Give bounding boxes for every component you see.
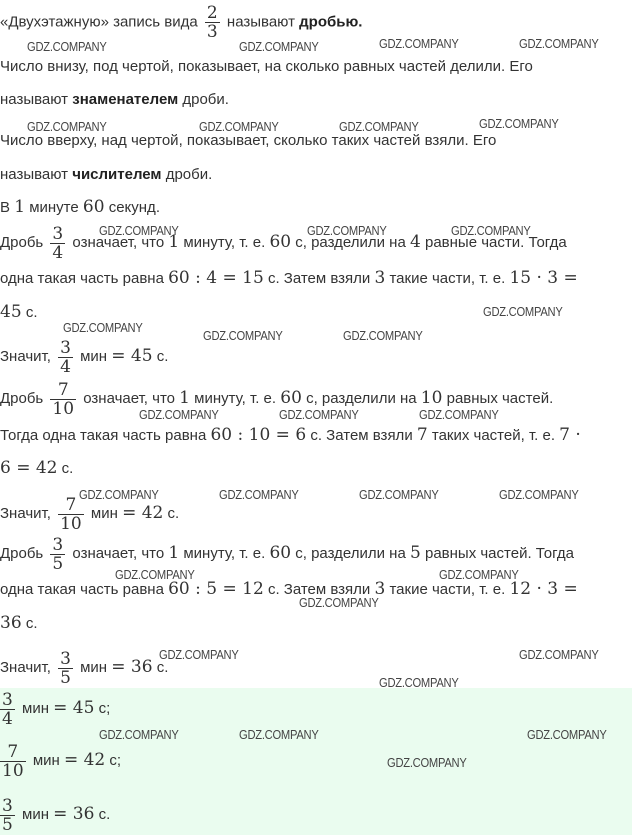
watermark: GDZ.COMPANY (99, 727, 179, 742)
watermark: GDZ.COMPANY (439, 567, 519, 582)
watermark: GDZ.COMPANY (519, 647, 599, 662)
calc-line-6: 36 с. (0, 613, 38, 633)
denominator-line-1: Число внизу, под чертой, показывает, на сколько равных частей делили. Его (0, 58, 533, 75)
term-denominator: знаменателем (72, 91, 179, 108)
watermark: GDZ.COMPANY (199, 119, 279, 134)
fraction-3-5: $\frac{3}{5}$ (2, 795, 13, 835)
calc-line-2: 45 с. (0, 302, 38, 322)
fraction-7-10-explanation: Дробь $\frac{7}{10}$ означает, что 1 минуту, т. е. 60 с, разделили на 10 равных частей. (0, 379, 554, 419)
fraction-3-4: $\frac{3}{4}$ (52, 223, 64, 263)
result-3-4: Значит, $\frac{3}{4}$ мин = 45 с. (0, 337, 169, 377)
watermark: GDZ.COMPANY (99, 223, 179, 238)
watermark: GDZ.COMPANY (343, 328, 423, 343)
watermark: GDZ.COMPANY (219, 487, 299, 502)
fraction-definition-line (0, 4, 362, 41)
watermark: GDZ.COMPANY (239, 727, 319, 742)
calc-line-5: одна такая часть равна 60 : 5 = 12 с. Затем взяли 3 такие части, т. е. 12 · 3 = (0, 579, 578, 599)
term-numerator: числителем (72, 166, 162, 183)
answer-7-10: $\frac{7}{10}$ мин = 42 с; (2, 741, 122, 781)
fraction-3-4: $\frac{3}{4}$ (2, 689, 13, 729)
term-fraction: дробью. (299, 13, 363, 31)
watermark: GDZ.COMPANY (203, 328, 283, 343)
watermark: GDZ.COMPANY (527, 727, 607, 742)
watermark: GDZ.COMPANY (27, 39, 107, 54)
watermark: GDZ.COMPANY (387, 755, 467, 770)
watermark: GDZ.COMPANY (379, 675, 459, 690)
watermark: GDZ.COMPANY (115, 567, 195, 582)
answer-3-4: $\frac{3}{4}$ мин = 45 с; (2, 689, 111, 729)
watermark: GDZ.COMPANY (307, 223, 387, 238)
fraction-3-5-explanation: Дробь $\frac{3}{5}$ означает, что 1 минуту, т. е. 60 с, разделили на 5 равных частей. Тогда (0, 534, 575, 574)
fraction-3-5: $\frac{3}{5}$ (60, 648, 71, 688)
answer-3-5: $\frac{3}{5}$ мин = 36 с. (2, 795, 111, 835)
watermark: GDZ.COMPANY (499, 487, 579, 502)
watermark: GDZ.COMPANY (519, 36, 599, 51)
watermark: GDZ.COMPANY (359, 487, 439, 502)
seconds-in-minute-line: В 1 минуте 60 секунд. (0, 197, 160, 217)
numerator-line-2: называют числителем дроби. (0, 166, 213, 183)
watermark: GDZ.COMPANY (63, 320, 143, 335)
calc-line-3: Тогда одна такая часть равна 60 : 10 = 6 с. Затем взяли 7 таких частей, т. е. 7 · (0, 425, 581, 445)
answer-box (0, 688, 632, 835)
denominator-line-2: называют знаменателем дроби. (0, 91, 229, 108)
fraction-7-10: $\frac{7}{10}$ (60, 494, 82, 534)
text: «Двухэтажную» запись вида (0, 13, 198, 31)
fraction-7-10: $\frac{7}{10}$ (2, 741, 24, 781)
watermark: GDZ.COMPANY (339, 119, 419, 134)
watermark: GDZ.COMPANY (419, 407, 499, 422)
watermark: GDZ.COMPANY (159, 647, 239, 662)
fraction-3-4-explanation: Дробь $\frac{3}{4}$ означает, что 1 минуту, т. е. 60 с, разделили на 4 равные части. Тогда (0, 223, 567, 263)
fraction-3-5: $\frac{3}{5}$ (52, 534, 64, 574)
result-7-10: Значит, $\frac{7}{10}$ мин = 42 с. (0, 494, 180, 534)
watermark: GDZ.COMPANY (239, 39, 319, 54)
fraction-3-4: $\frac{3}{4}$ (60, 337, 71, 377)
fraction-7-10: $\frac{7}{10}$ (52, 379, 75, 419)
text: называют (226, 13, 295, 31)
watermark: GDZ.COMPANY (79, 487, 159, 502)
watermark: GDZ.COMPANY (451, 223, 531, 238)
calc-line-1: одна такая часть равна 60 : 4 = 15 с. Затем взяли 3 такие части, т. е. 15 · 3 = (0, 268, 578, 288)
numerator-line-1: Число вверху, над чертой, показывает, сколько таких частей взяли. Его (0, 132, 497, 149)
watermark: GDZ.COMPANY (479, 116, 559, 131)
watermark: GDZ.COMPANY (279, 407, 359, 422)
watermark: GDZ.COMPANY (379, 36, 459, 51)
fraction-2-3: $\frac{2}{3}$ (206, 3, 218, 42)
calc-line-4: 6 = 42 с. (0, 458, 74, 478)
watermark: GDZ.COMPANY (483, 304, 563, 319)
result-3-5: Значит, $\frac{3}{5}$ мин = 36 с. (0, 648, 169, 688)
watermark: GDZ.COMPANY (27, 119, 107, 134)
watermark: GDZ.COMPANY (299, 595, 379, 610)
watermark: GDZ.COMPANY (139, 407, 219, 422)
